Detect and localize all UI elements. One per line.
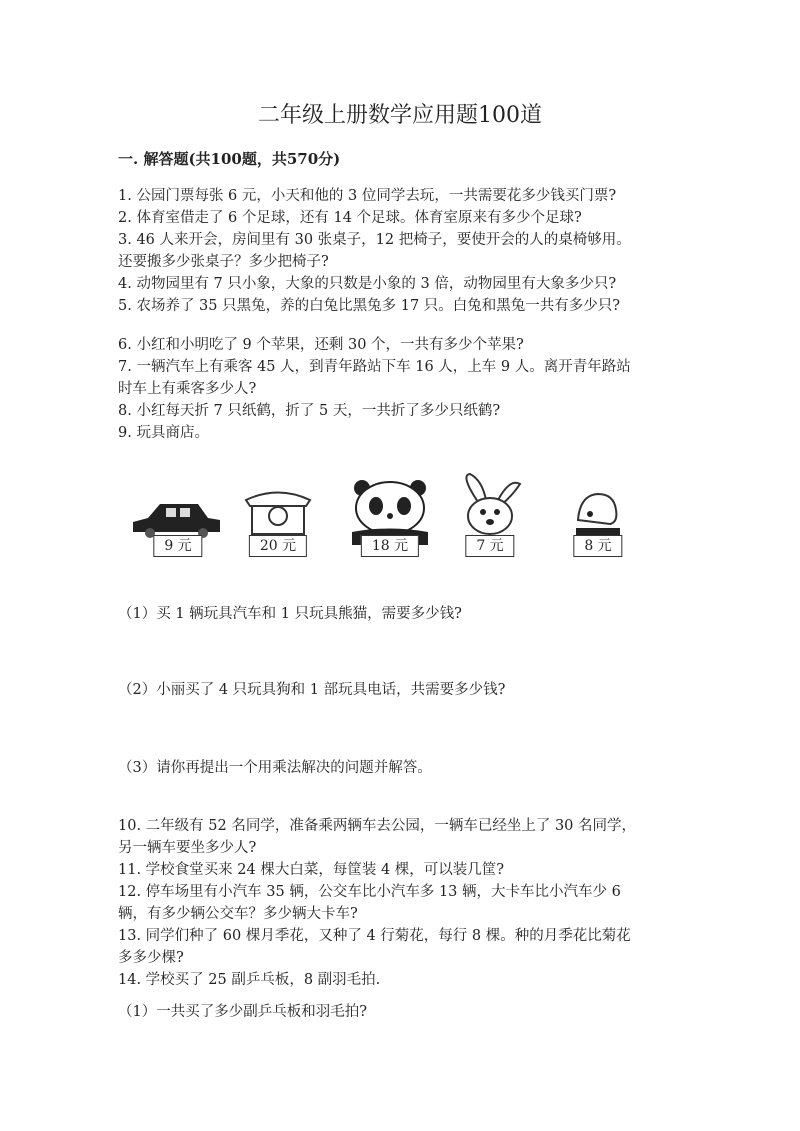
toy-telephone [228,470,328,565]
question-line: 5. 农场养了 35 只黑兔，养的白兔比黑兔多 17 只。白兔和黑兔一共有多少只? [118,298,621,314]
question-line: 10. 二年级有 52 名同学，准备乘两辆车去公园，一辆车已经坐上了 30 名同学， [118,818,637,834]
price-tag: 18 元 [361,535,419,557]
page-title: 二年级上册数学应用题100道 [258,103,542,128]
sub-question: （3）请你再提出一个用乘法解决的问题并解答。 [118,760,432,776]
question-line: 多多少棵? [118,950,184,966]
question-line: 时车上有乘客多少人? [118,381,257,397]
price-tag: 20 元 [249,535,307,557]
toy-rabbit [440,470,540,565]
question-line: 1. 公园门票每张 6 元，小天和他的 3 位同学去玩，一共需要花多少钱买门票? [118,188,617,204]
question-line: 14. 学校买了 25 副乒乓板，8 副羽毛拍. [118,972,381,988]
toy-car [128,470,228,565]
question-line: 6. 小红和小明吃了 9 个苹果，还剩 30 个，一共有多少个苹果? [118,337,524,353]
question-line: 另一辆车要坐多少人? [118,840,257,856]
question-line: 12. 停车场里有小汽车 35 辆，公交车比小汽车多 13 辆，大卡车比小汽车少 6 [118,884,621,900]
toy-panda [340,470,440,565]
question-line: 3. 46 人来开会，房间里有 30 张桌子，12 把椅子，要使开会的人的桌椅够用。 [118,232,631,248]
question-line: 11. 学校食堂买来 24 棵大白菜，每筐装 4 棵，可以装几筐? [118,862,505,878]
price-tag: 7 元 [465,535,514,557]
question-line: 8. 小红每天折 7 只纸鹤，折了 5 天，一共折了多少只纸鹤? [118,403,501,419]
section-heading: 一. 解答题(共100题，共570分) [118,150,341,168]
toy-dog [548,470,648,565]
question-line: 9. 玩具商店。 [118,425,209,441]
sub-question: （2）小丽买了 4 只玩具狗和 1 部玩具电话，共需要多少钱? [118,682,506,698]
question-line: 还要搬多少张桌子？多少把椅子? [118,254,329,270]
question-line: 辆，有多少辆公交车？多少辆大卡车? [118,906,358,922]
sub-question: （1）一共买了多少副乒乓板和羽毛拍? [118,1004,367,1020]
price-tag: 8 元 [573,535,622,557]
price-tag: 9 元 [153,535,202,557]
sub-question: （1）买 1 辆玩具汽车和 1 只玩具熊猫，需要多少钱? [118,606,462,622]
question-line: 4. 动物园里有 7 只小象，大象的只数是小象的 3 倍，动物园里有大象多少只? [118,276,617,292]
question-line: 7. 一辆汽车上有乘客 45 人，到青年路站下车 16 人，上车 9 人。离开青年路站 [118,359,631,375]
question-line: 13. 同学们种了 60 棵月季花，又种了 4 行菊花，每行 8 棵。种的月季花比菊花 [118,928,631,944]
question-line: 2. 体育室借走了 6 个足球，还有 14 个足球。体育室原来有多少个足球? [118,210,582,226]
